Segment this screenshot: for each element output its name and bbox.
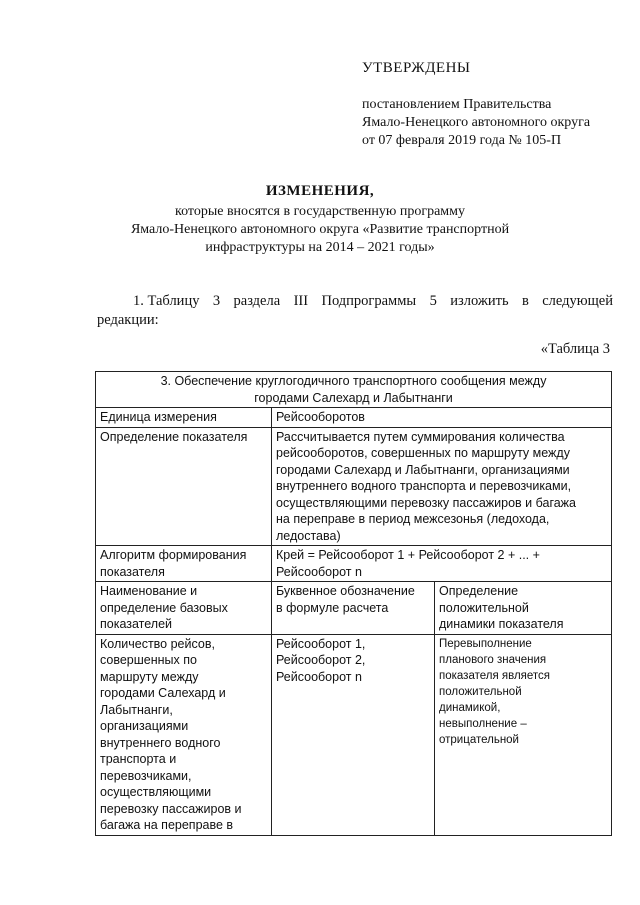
definition-text: [272, 427, 612, 546]
cell-line: перевозчиками,: [100, 768, 192, 783]
definition-line: рейсооборотов, совершенных по маршруту между: [276, 446, 570, 460]
approval-stamp: УТВЕРЖДЕНЫ: [362, 60, 471, 76]
document-title: ИЗМЕНЕНИЯ,: [265, 183, 375, 199]
table-header-cell: [96, 372, 612, 408]
cell-line: отрицательной: [439, 733, 519, 746]
word: следующей: [542, 293, 613, 309]
algorithm-row: [96, 546, 612, 582]
table-row: [96, 634, 612, 835]
definition-line: городами Салехард и Лабытнанги, организациями: [276, 462, 570, 477]
word: 1. Таблицу: [133, 293, 200, 309]
column-header-row: [96, 582, 612, 635]
col-header-line: положительной: [439, 600, 529, 615]
header-line: 3. Обеспечение круглогодичного транспортного сообщения между: [160, 374, 547, 388]
cell-line: маршруту между: [100, 669, 199, 684]
cell-line: внутреннего водного: [100, 735, 221, 750]
col-header-line: Наименование и: [100, 584, 198, 598]
col-header-line: в формуле расчета: [276, 600, 389, 615]
cell-line: динамикой,: [439, 701, 501, 714]
formula-line: Крей = Рейсооборот 1 + Рейсооборот 2 + ... +: [276, 548, 540, 562]
cell-line: транспорта и: [100, 752, 177, 766]
table-reference: «Таблица 3: [540, 341, 610, 357]
subtitle-line: инфраструктуры на 2014 – 2021 годы»: [205, 240, 435, 255]
row-dynamics-cell: [435, 634, 612, 835]
cell-line: совершенных по: [100, 653, 197, 667]
unit-label: Единица измерения: [96, 408, 272, 428]
indicator-table: [95, 371, 612, 836]
cell-line: Количество рейсов,: [100, 636, 215, 651]
decree-line: Ямало-Ненецкого автономного округа: [362, 115, 591, 130]
instruction-paragraph: [97, 292, 613, 330]
definition-line: на переправе в период межсезонья (ледохода,: [276, 512, 550, 526]
cell-line: Лабытнанги,: [100, 702, 173, 717]
word: 5: [429, 293, 437, 309]
col-header-line: показателей: [100, 617, 173, 631]
cell-line: городами Салехард и: [100, 686, 226, 700]
definition-line: осуществляющими перевозку пассажиров и багажа: [276, 495, 576, 510]
algorithm-formula: [272, 546, 612, 582]
cell-line: показателя является: [439, 669, 551, 682]
cell-line: перевозку пассажиров и: [100, 801, 242, 816]
algorithm-label-line: Алгоритм формирования: [100, 548, 247, 562]
word: III: [293, 293, 309, 309]
col-header-line: динамики показателя: [439, 617, 564, 631]
algorithm-label-line: показателя: [100, 564, 165, 579]
row-name-cell: [96, 634, 272, 835]
word: в: [521, 293, 529, 309]
decree-reference: [362, 96, 590, 150]
paragraph-line-1: [97, 292, 613, 311]
cell-line: организациями: [100, 719, 189, 733]
definition-line: Рассчитывается путем суммирования количества: [276, 429, 565, 444]
unit-row: [96, 408, 612, 428]
table-header-row: [96, 372, 612, 408]
header-line: городами Салехард и Лабытнанги: [254, 390, 453, 405]
definition-line: ледостава): [276, 528, 341, 543]
word: 3: [212, 293, 221, 309]
document-subtitle: [0, 203, 640, 257]
algorithm-label: [96, 546, 272, 582]
formula-line: Рейсооборот n: [276, 564, 362, 579]
definition-line: внутреннего водного транспорта и перевозчиками,: [276, 479, 572, 493]
col-header-letter: [272, 582, 435, 635]
col-header-line: определение базовых: [100, 600, 228, 615]
paragraph-line-2: редакции:: [97, 312, 159, 328]
subtitle-line: которые вносятся в государственную программу: [174, 204, 466, 219]
word: изложить: [450, 293, 509, 309]
decree-line: от 07 февраля 2019 года № 105-П: [362, 133, 562, 148]
cell-line: невыполнение –: [439, 717, 527, 730]
word: раздела: [233, 293, 281, 309]
cell-line: Рейсооборот 2,: [276, 653, 366, 667]
row-letter-cell: [272, 634, 435, 835]
col-header-line: Буквенное обозначение: [276, 584, 415, 598]
word: Подпрограммы: [321, 293, 417, 309]
cell-line: осуществляющими: [100, 785, 212, 799]
cell-line: Рейсооборот n: [276, 669, 362, 684]
cell-line: положительной: [439, 685, 522, 698]
decree-line: постановлением Правительства: [362, 97, 552, 112]
cell-line: Перевыполнение: [439, 637, 532, 650]
definition-label: Определение показателя: [96, 427, 272, 546]
cell-line: планового значения: [439, 653, 547, 666]
col-header-dynamics: [435, 582, 612, 635]
cell-line: Рейсооборот 1,: [276, 636, 366, 651]
subtitle-line: Ямало-Ненецкого автономного округа «Развитие транспортной: [130, 222, 510, 237]
definition-row: [96, 427, 612, 546]
cell-line: багажа на переправе в: [100, 818, 234, 832]
col-header-name: [96, 582, 272, 635]
col-header-line: Определение: [439, 584, 519, 598]
unit-value: Рейсооборотов: [272, 408, 612, 428]
